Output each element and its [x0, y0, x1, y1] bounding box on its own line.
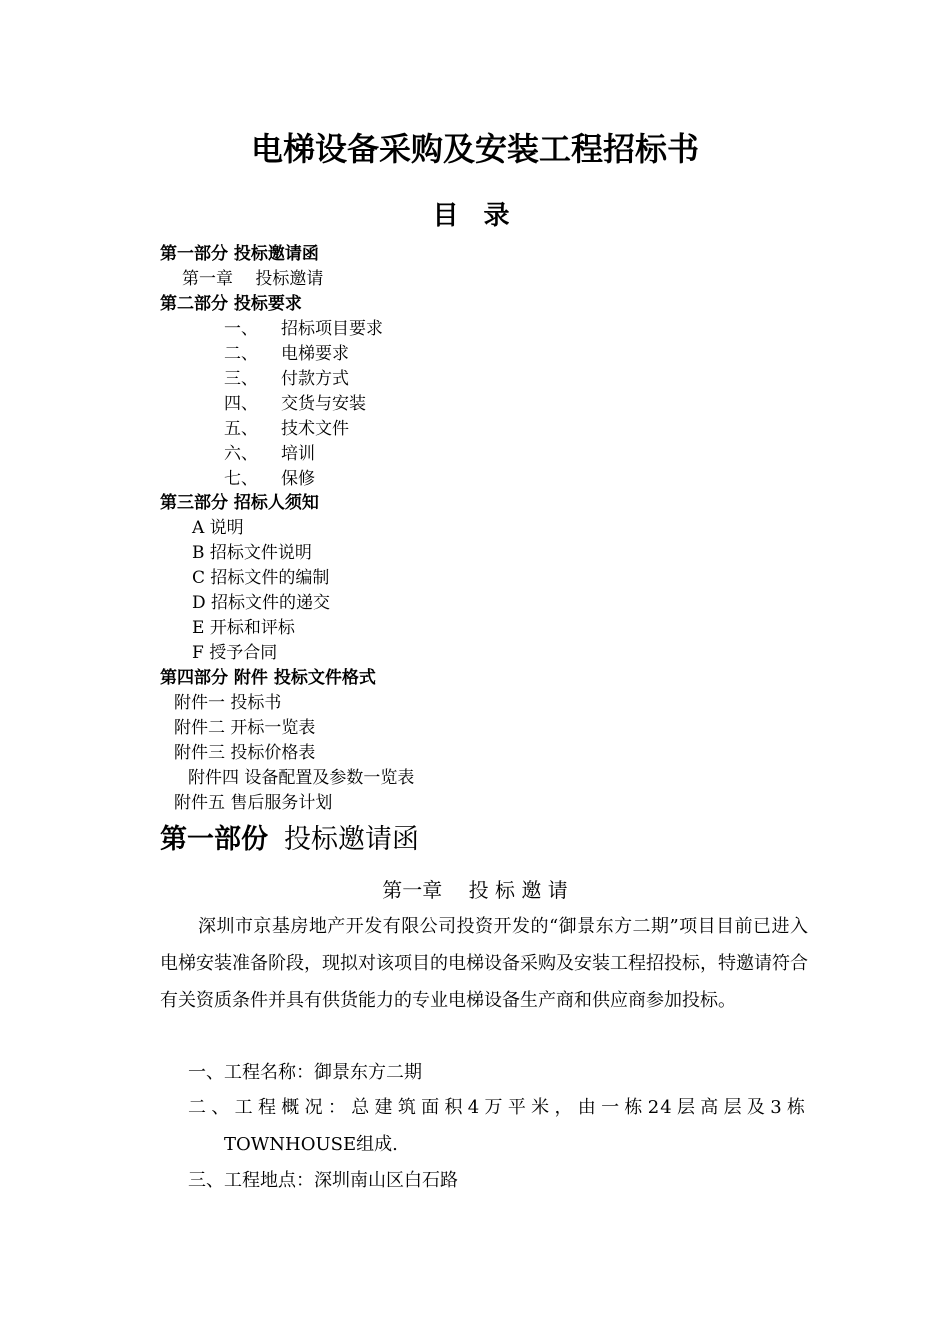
toc-part2-num: 六、: [224, 444, 258, 464]
toc-part2-item[interactable]: 交货与安装: [281, 394, 366, 414]
toc-part3[interactable]: 第三部分 招标人须知: [160, 493, 319, 513]
toc-part3-item[interactable]: B 招标文件说明: [192, 543, 312, 563]
toc-part3-item[interactable]: E 开标和评标: [192, 618, 295, 638]
project-name-item: 一、工程名称：御景东方二期: [188, 1062, 422, 1083]
toc-part2-item[interactable]: 培训: [281, 444, 315, 464]
part1-heading-label: 第一部份: [160, 824, 268, 855]
project-overview-item: 二、工程概况：总建筑面积4万平米，由一栋24层高层及3栋: [188, 1097, 806, 1118]
toc-part2-num: 三、: [224, 369, 258, 389]
toc-part3-item[interactable]: C 招标文件的编制: [192, 568, 330, 588]
toc-title: 目 录: [432, 201, 518, 231]
toc-part2-num: 二、: [224, 344, 258, 364]
toc-part4-item[interactable]: 附件一 投标书: [174, 693, 282, 713]
chapter1-title: 第一章 投 标 邀 请: [382, 878, 568, 902]
toc-part3-item[interactable]: D 招标文件的递交: [192, 593, 331, 613]
intro-paragraph: 深圳市京基房地产开发有限公司投资开发的“御景东方二期”项目目前已进入电梯安装准备阶段，现拟对该项目的电梯设备采购及安装工程招投标，特邀请符合有关资质条件并具有供货能力的专业电梯设备生产商和供应商参加投标。: [160, 916, 808, 1011]
toc-part3-item[interactable]: F 授予合同: [192, 643, 278, 663]
toc-part2-item[interactable]: 电梯要求: [281, 344, 349, 364]
toc-part2-num: 一、: [224, 319, 258, 339]
project-location-item: 三、工程地点：深圳南山区白石路: [188, 1170, 458, 1191]
toc-part2-num: 七、: [224, 469, 258, 489]
toc-part4[interactable]: 第四部分 附件 投标文件格式: [160, 668, 376, 688]
toc-part2-num: 四、: [224, 394, 258, 414]
toc-part4-item[interactable]: 附件四 设备配置及参数一览表: [188, 768, 415, 788]
toc-part4-item[interactable]: 附件三 投标价格表: [174, 743, 316, 763]
toc-part2[interactable]: 第二部分 投标要求: [160, 294, 302, 314]
part1-heading-title: 投标邀请函: [284, 824, 419, 855]
toc-part2-item[interactable]: 招标项目要求: [281, 319, 383, 339]
toc-part1[interactable]: 第一部分 投标邀请函: [160, 244, 319, 264]
toc-part4-item[interactable]: 附件二 开标一览表: [174, 718, 316, 738]
document-title: 电梯设备采购及安装工程招标书: [250, 130, 699, 168]
toc-part1-chapter1[interactable]: 第一章 投标邀请: [182, 269, 324, 289]
toc-part2-item[interactable]: 保修: [281, 469, 315, 489]
toc-part2-num: 五、: [224, 419, 258, 439]
toc-part2-item[interactable]: 技术文件: [281, 419, 349, 439]
project-overview-continued: TOWNHOUSE组成.: [224, 1134, 398, 1155]
toc-part2-item[interactable]: 付款方式: [281, 369, 349, 389]
toc-part4-item[interactable]: 附件五 售后服务计划: [174, 793, 333, 813]
part1-heading: [160, 826, 419, 853]
toc-part3-item[interactable]: A 说明: [192, 518, 244, 538]
